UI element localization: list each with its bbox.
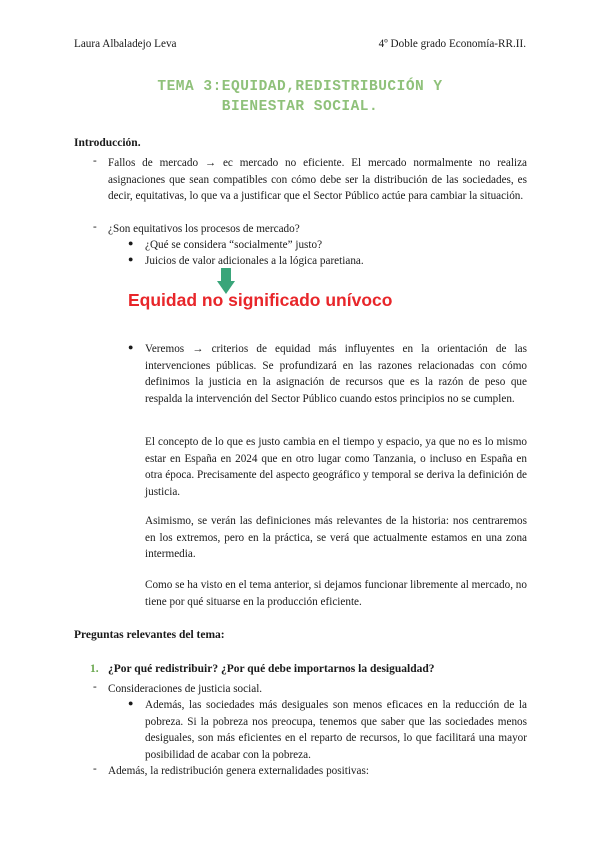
dash-marker: -: [93, 155, 97, 167]
document-title: [0, 77, 600, 117]
questions-heading: Preguntas relevantes del tema:: [74, 629, 225, 641]
question-number: 1.: [90, 663, 99, 675]
paragraph-definitions: Asimismo, se verán las definiciones más relevantes de la historia: nos centraremos en los extremos, pero en la práctica, se verá que actualmente estamos en una zona intermedia.: [145, 515, 527, 561]
redistribution-externalities: Además, la redistribución genera externalidades positivas:: [108, 765, 369, 777]
title-line-2: BIENESTAR SOCIAL.: [221, 99, 379, 115]
dash-marker: -: [93, 221, 97, 233]
author-name: Laura Albaladejo Leva: [74, 38, 177, 50]
question-1: ¿Por qué redistribuir? ¿Por qué debe importarnos la desigualdad?: [108, 663, 435, 675]
paragraph-justice-time-space: El concepto de lo que es justo cambia en el tiempo y espacio, ya que no es lo mismo estar en España en 2024 que en otro lugar como Tanzania, o incluso en España en otra época. Precisamente del aspecto geográfico y temporal se deriva la definición de justicia.: [145, 436, 527, 498]
bullet-marker: ●: [128, 238, 134, 248]
bullet-marker: ●: [128, 698, 134, 708]
bullet-marker: ●: [128, 342, 134, 352]
bullet-inequality-poverty: Además, las sociedades más desiguales son menos eficaces en la reducción de la pobreza. Si la pobreza nos preocupa, tenemos que saber que las sociedades menos desiguales, son más eficientes en el reparto de recursos, lo que facilitará una mayor posibilidad de acabar con la pobreza.: [145, 699, 527, 761]
dash-marker: -: [93, 763, 97, 775]
highlight-equidad: Equidad no significado unívoco: [128, 290, 393, 310]
intro-question: ¿Son equitativos los procesos de mercado?: [108, 223, 300, 235]
paragraph-free-market: Como se ha visto en el tema anterior, si dejamos funcionar libremente al mercado, no tiene por qué situarse en la producción eficiente.: [145, 579, 527, 608]
intro-heading: Introducción.: [74, 137, 141, 149]
social-justice-considerations: Consideraciones de justicia social.: [108, 683, 263, 695]
title-line-1: TEMA 3:EQUIDAD,REDISTRIBUCIÓN Y: [157, 79, 443, 95]
intro-bullet-socially-just: ¿Qué se considera “socialmente” justo?: [145, 239, 323, 251]
bullet-marker: ●: [128, 254, 134, 264]
course-name: 4º Doble grado Economía-RR.II.: [378, 38, 526, 50]
dash-marker: -: [93, 681, 97, 693]
intro-bullet-criteria: Veremos → criterios de equidad más influyentes en la orientación de las intervenciones públicas. Se profundizará en las razones relacionadas con cómo definimos la justicia en la asignación de recursos que es la razón de peso que respalda la intervención del Sector Público cuando estos principios no se cumplen.: [145, 343, 527, 405]
intro-bullet-value-judgements: Juicios de valor adicionales a la lógica paretiana.: [145, 255, 364, 267]
intro-paragraph-market-failures: Fallos de mercado → ec mercado no eficiente. El mercado normalmente no realiza asignaciones que sean compatibles con cómo debe ser la distribución de las sociedades, es decir, equitativas, lo que va a justificar que el Sector Público actúe para cambiar la situación.: [108, 157, 527, 203]
